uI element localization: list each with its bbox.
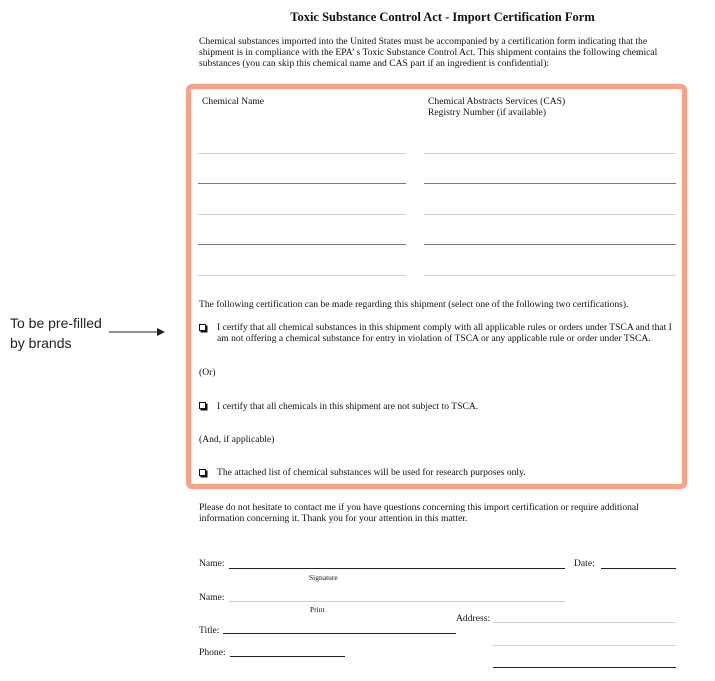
address-label: Address: (456, 613, 491, 624)
annotation-line1: To be pre-filled (10, 315, 102, 331)
cas-number-field[interactable] (424, 153, 676, 154)
chemical-name-field[interactable] (198, 183, 406, 184)
option2-checkbox[interactable] (199, 402, 206, 409)
chemical-name-field[interactable] (198, 244, 406, 245)
cas-header (428, 96, 565, 118)
option1-checkbox[interactable] (199, 324, 206, 331)
date-field[interactable] (601, 568, 676, 569)
cas-number-field[interactable] (424, 275, 676, 276)
option3-text: The attached list of chemical substances will be used for research purposes only. (217, 467, 526, 478)
title-label: Title: (199, 625, 220, 636)
chemical-name-field[interactable] (198, 214, 406, 215)
signature-caption: Signature (309, 573, 338, 582)
printed-name-field[interactable] (229, 601, 565, 602)
cas-header-line2: Registry Number (if available) (428, 107, 547, 118)
prefill-annotation (10, 313, 102, 353)
option2-text: I certify that all chemicals in this shipment are not subject to TSCA. (217, 401, 479, 412)
address-field[interactable] (493, 667, 676, 668)
or-label: (Or) (199, 367, 216, 378)
chemical-name-field[interactable] (198, 275, 406, 276)
certification-intro: The following certification can be made regarding this shipment (select one of the following two certifications). (199, 299, 629, 310)
signature-field[interactable] (229, 568, 565, 569)
and-label: (And, if applicable) (199, 434, 275, 445)
form-intro: Chemical substances imported into the United States must be accompanied by a certification form indicating that the shipment is in compliance with the EPA’ s Toxic Substance Control Act. This shipment contains the following chemical substances (you can skip this chemical name and CAS part if an ingredient is confidential): (199, 36, 658, 69)
name-label: Name: (199, 558, 225, 569)
prefill-highlight-box (186, 84, 687, 489)
chemical-name-field[interactable] (198, 153, 406, 154)
closing-text: Please do not hesitate to contact me if you have questions concerning this import certification or require additional information concerning it. Thank you for your attention in this matter. (199, 502, 639, 524)
form-title: Toxic Substance Control Act - Import Certification Form (290, 10, 595, 24)
address-field[interactable] (493, 645, 676, 646)
cas-number-field[interactable] (424, 244, 676, 245)
name2-label: Name: (199, 592, 225, 603)
arrow-right-icon (108, 326, 166, 338)
title-field[interactable] (223, 633, 456, 634)
annotation-line2: by brands (10, 335, 72, 351)
cas-header-line1: Chemical Abstracts Services (CAS) (428, 96, 566, 107)
date-label: Date: (574, 558, 595, 569)
print-caption: Print (310, 605, 325, 614)
phone-label: Phone: (199, 647, 226, 658)
option3-checkbox[interactable] (199, 469, 206, 476)
cas-number-field[interactable] (424, 214, 676, 215)
cas-number-field[interactable] (424, 183, 676, 184)
phone-field[interactable] (230, 656, 345, 657)
address-field[interactable] (493, 622, 676, 623)
chemical-name-header: Chemical Name (202, 96, 265, 107)
option1-text: I certify that all chemical substances in this shipment comply with all applicable rules or orders under TSCA and that I am not offering a chemical substance for entry in violation of TSCA or any applicable rule or order under TSCA. (217, 322, 672, 344)
